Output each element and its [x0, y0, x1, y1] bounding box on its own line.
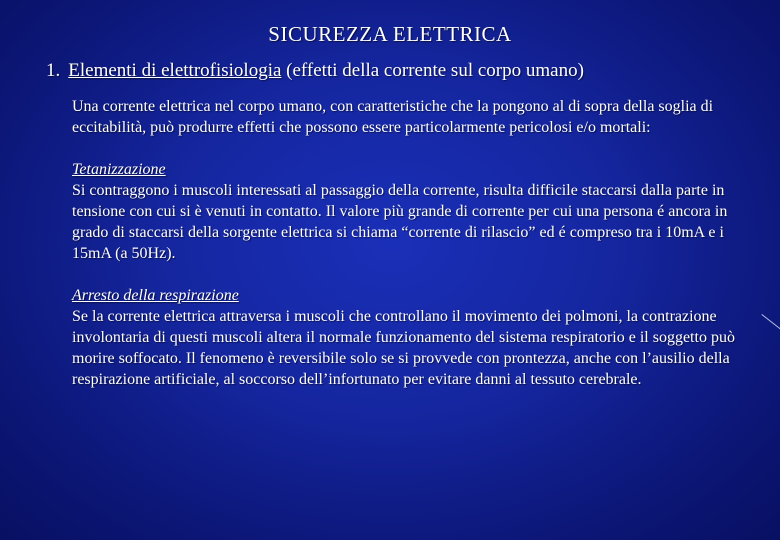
paragraph-tetanizzazione: Si contraggono i muscoli interessati al passaggio della corrente, risulta difficile staccarsi dalla parte in tensione con cui si è venuti in contatto. Il valore più grande di corrente per cui una persona é ancora in grado di staccarsi della sorgente elettrica si chiama “corrente di rilascio” ed é compreso tra i 10mA e i 15mA (a 50Hz). [72, 182, 728, 262]
heading-number: 1. [46, 60, 61, 81]
heading-underlined-text: Elementi di elettrofisiologia [68, 60, 282, 81]
subheading-tetanizzazione: Tetanizzazione [72, 161, 166, 178]
section-heading [46, 60, 584, 82]
slide-title: SICUREZZA ELETTRICA [268, 22, 512, 46]
paragraph-arresto-respirazione: Se la corrente elettrica attraversa i muscoli che controllano il movimento dei polmoni, la contrazione involontaria di questi muscoli altera il normale funzionamento del sistema respiratorio e il soggetto può morire soffocato. Il fenomeno è reversibile solo se si provvede con prontezza, anche con l’ausilio della respirazione artificiale, al soccorso dell’infortunato per evitare danni al tessuto cerebrale. [72, 308, 735, 388]
decorative-line [761, 314, 780, 339]
intro-paragraph: Una corrente elettrica nel corpo umano, con caratteristiche che la pongono al di sopra della soglia di eccitabilità, può produrre effetti che possono essere particolarmente pericolosi e/o mortali: [72, 98, 714, 136]
slide-body [72, 96, 737, 390]
heading-rest-text: (effetti della corrente sul corpo umano) [281, 60, 584, 81]
subheading-arresto-respirazione: Arresto della respirazione [72, 287, 239, 304]
